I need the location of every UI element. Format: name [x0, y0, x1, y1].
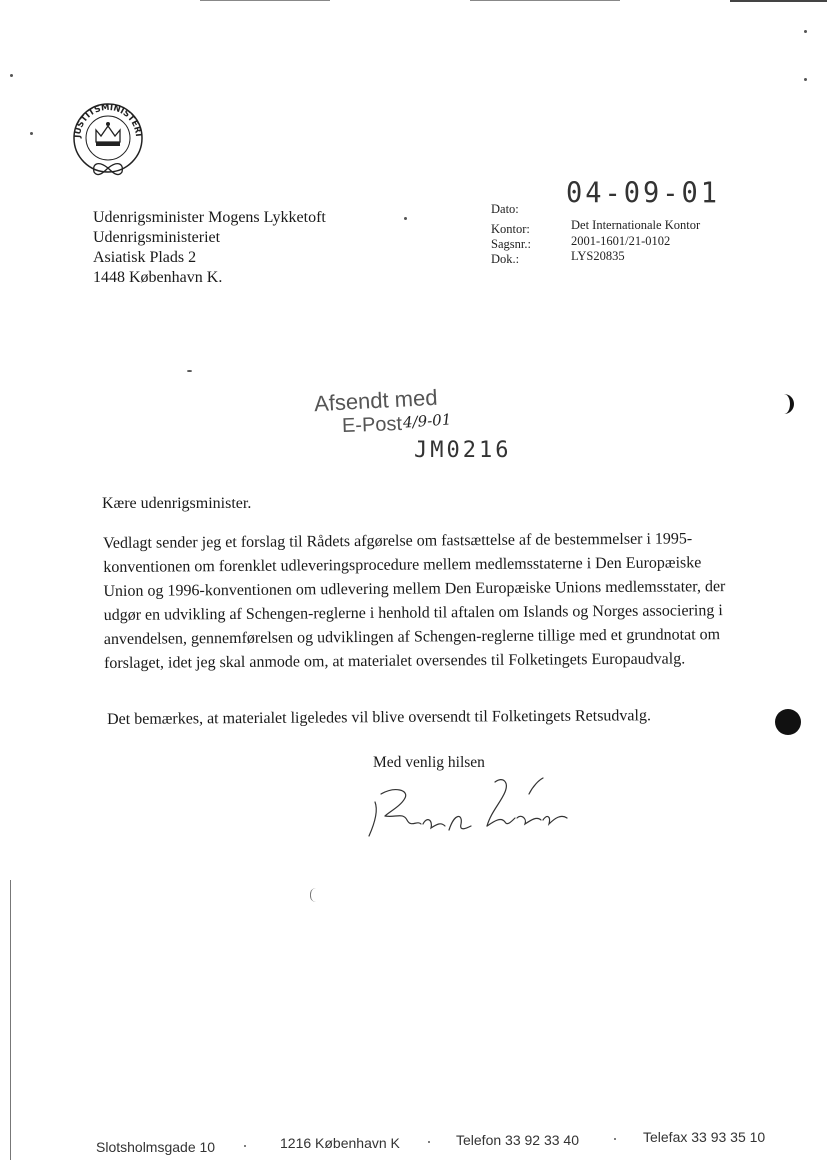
footer-separator [428, 1141, 430, 1143]
paragraph-line: konventionen om forenklet udleveringsprocedure mellem medlemsstaterne i Den Europæiske [103, 554, 702, 576]
case-number-value: 2001-1601/21-0102 [571, 234, 671, 248]
svg-text:JUSTITSMINISTERIET: JUSTITSMINISTERI [72, 102, 143, 139]
date-stamp: 04-09-01 [566, 177, 721, 210]
punch-hole [775, 709, 801, 735]
paragraph-line: Union og 1996-konventionen om udlevering mellem Den Europæiske Unions medlemsstater, der [103, 578, 726, 600]
recipient-line: Asiatisk Plads 2 [93, 249, 197, 266]
sent-stamp-reference: JM0216 [414, 438, 512, 463]
case-number-label: Sagsnr.: [491, 237, 531, 251]
punch-mark [782, 394, 794, 414]
paragraph-line: udgør en udvikling af Schengen-reglerne i henhold til aftalen om Islands og Norges associering i [103, 602, 723, 624]
scan-line-top [730, 0, 827, 2]
footer-city: 1216 København K [280, 1135, 400, 1151]
footer-phone: Telefon 33 92 33 40 [456, 1132, 579, 1148]
recipient-address [93, 208, 326, 288]
ministry-logo [68, 98, 148, 182]
letter-greeting: Kære udenrigsminister. [102, 495, 252, 512]
footer-separator [244, 1145, 246, 1147]
sent-stamp-line2: E-Post [341, 412, 403, 438]
paragraph-line: anvendelsen, gennemførelsen og udviklingen af Schengen-reglerne tillige med et grundnotat om [103, 626, 721, 648]
sent-stamp-handwritten-date: 4/9-01 [402, 410, 452, 432]
scan-speck [804, 30, 807, 33]
recipient-line: 1448 København K. [93, 269, 223, 286]
scan-line-top [200, 0, 330, 1]
scan-line-top [470, 0, 620, 1]
signature [345, 772, 585, 862]
footer-street: Slotsholmsgade 10 [96, 1139, 216, 1155]
letter-paragraph-1 [103, 527, 726, 676]
letter-paragraph-2: Det bemærkes, at materialet ligeledes vil blive oversendt til Folketingets Retsudvalg. [107, 707, 652, 728]
recipient-line: Udenrigsminister Mogens Lykketoft [93, 209, 326, 226]
paragraph-line: Vedlagt sender jeg et forslag til Rådets afgørelse om fastsættelse af de bestemmelser i 1995- [103, 530, 693, 552]
paragraph-line: forslaget, idet jeg skal anmode om, at materialet oversendes til Folketingets Europaudvalg. [103, 650, 686, 672]
scan-speck [30, 132, 33, 135]
sent-stamp-line1: Afsendt med [313, 384, 439, 417]
footer-fax: Telefax 33 93 35 10 [643, 1129, 766, 1145]
recipient-line: Udenrigsministeriet [93, 229, 221, 246]
scan-edge-left [10, 880, 11, 1160]
pen-mark [310, 888, 319, 902]
crown-seal-icon [68, 98, 148, 182]
letter-closing: Med venlig hilsen [373, 754, 485, 771]
date-label: Dato: [491, 202, 519, 216]
office-label: Kontor: [491, 222, 530, 236]
scan-speck [10, 74, 13, 77]
footer-separator [614, 1138, 616, 1140]
document-label: Dok.: [491, 252, 520, 266]
scan-speck [187, 370, 192, 372]
office-value: Det Internationale Kontor [571, 218, 701, 232]
scan-speck [804, 78, 807, 81]
handwritten-signature-icon [345, 772, 585, 862]
document-value: LYS20835 [571, 249, 625, 263]
scan-speck [404, 217, 407, 220]
